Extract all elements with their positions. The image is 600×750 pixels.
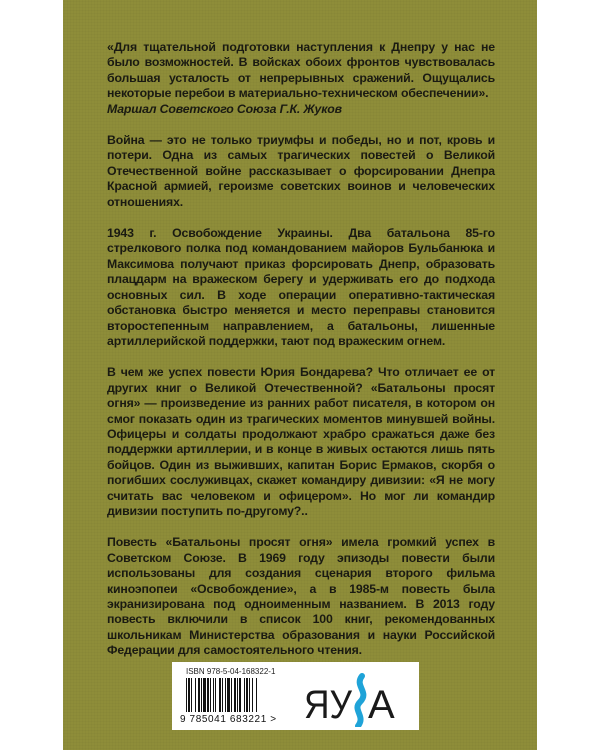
imprint-box bbox=[172, 662, 419, 730]
publisher-logo bbox=[304, 672, 404, 727]
paragraph: В чем же успех повести Юрия Бондарева? Что отличает ее от других книг о Великой Отечественной? «Батальоны просят огня» — произведение из ранних работ писателя, в котором он смог показать один из трагических моментов минувшей войны. Офицеры и солдаты продолжают храбро сражаться даже без поддержки артиллерии, и в конце в живых остаются лишь пять бойцов. Один из выживших, капитан Борис Ермаков, скорбя о погибших сослуживцах, скажет командиру дивизии: «Я не могу считать вас человеком и офицером». Но мог ли командир дивизии поступить по-другому?.. bbox=[107, 365, 495, 518]
barcode-bar bbox=[257, 678, 258, 712]
barcode-number: 9 785041 683221 > bbox=[180, 714, 277, 725]
barcode bbox=[186, 678, 282, 712]
isbn: ISBN 978-5-04-168322-1 bbox=[186, 667, 276, 676]
epigraph-author: Маршал Советского Союза Г.К. Жуков bbox=[107, 101, 342, 116]
svg-text:А: А bbox=[368, 683, 395, 727]
paragraph: Повесть «Батальоны просят огня» имела громкий успех в Советском Союзе. В 1969 году эпизоды повести были использованы для создания сценария второго фильма киноэпопеи «Освобождение», а в 1985-м повесть была экранизирована под одноименным названием. В 2013 году повесть включили в список 100 книг, рекомендованных школьникам Министерства образования и науки Российской Федерации для самостоятельного чтения. bbox=[107, 535, 495, 658]
epigraph-quote: «Для тщательной подготовки наступления к Днепру у нас не было возможностей. В войсках обоих фронтов чувствовалась большая усталость от непрерывных сражений. Ощущались некоторые перебои в материально-техническом обеспечении». bbox=[107, 40, 495, 101]
paragraph: 1943 г. Освобождение Украины. Два батальона 85-го стрелкового полка под командованием майоров Бульбанюка и Максимова получают приказ форсировать Днепр, образовать плацдарм на вражеском берегу и удерживать его до подхода основных сил. В ходе операции оперативно-тактическая обстановка быстро меняется и место переправы становится второстепенным направлением, а батальоны, лишенные артиллерийской поддержки, тают под вражеским огнем. bbox=[107, 226, 495, 348]
svg-text:ЯУ: ЯУ bbox=[304, 683, 353, 727]
paragraph: Война — это не только триумфы и победы, но и пот, кровь и потери. Одна из самых трагических повестей о Великой Отечественной войне рассказывает о форсировании Днепра Красной армией, героизме советских воинов и человеческих отношениях. bbox=[107, 133, 495, 209]
cover-text bbox=[107, 40, 495, 675]
